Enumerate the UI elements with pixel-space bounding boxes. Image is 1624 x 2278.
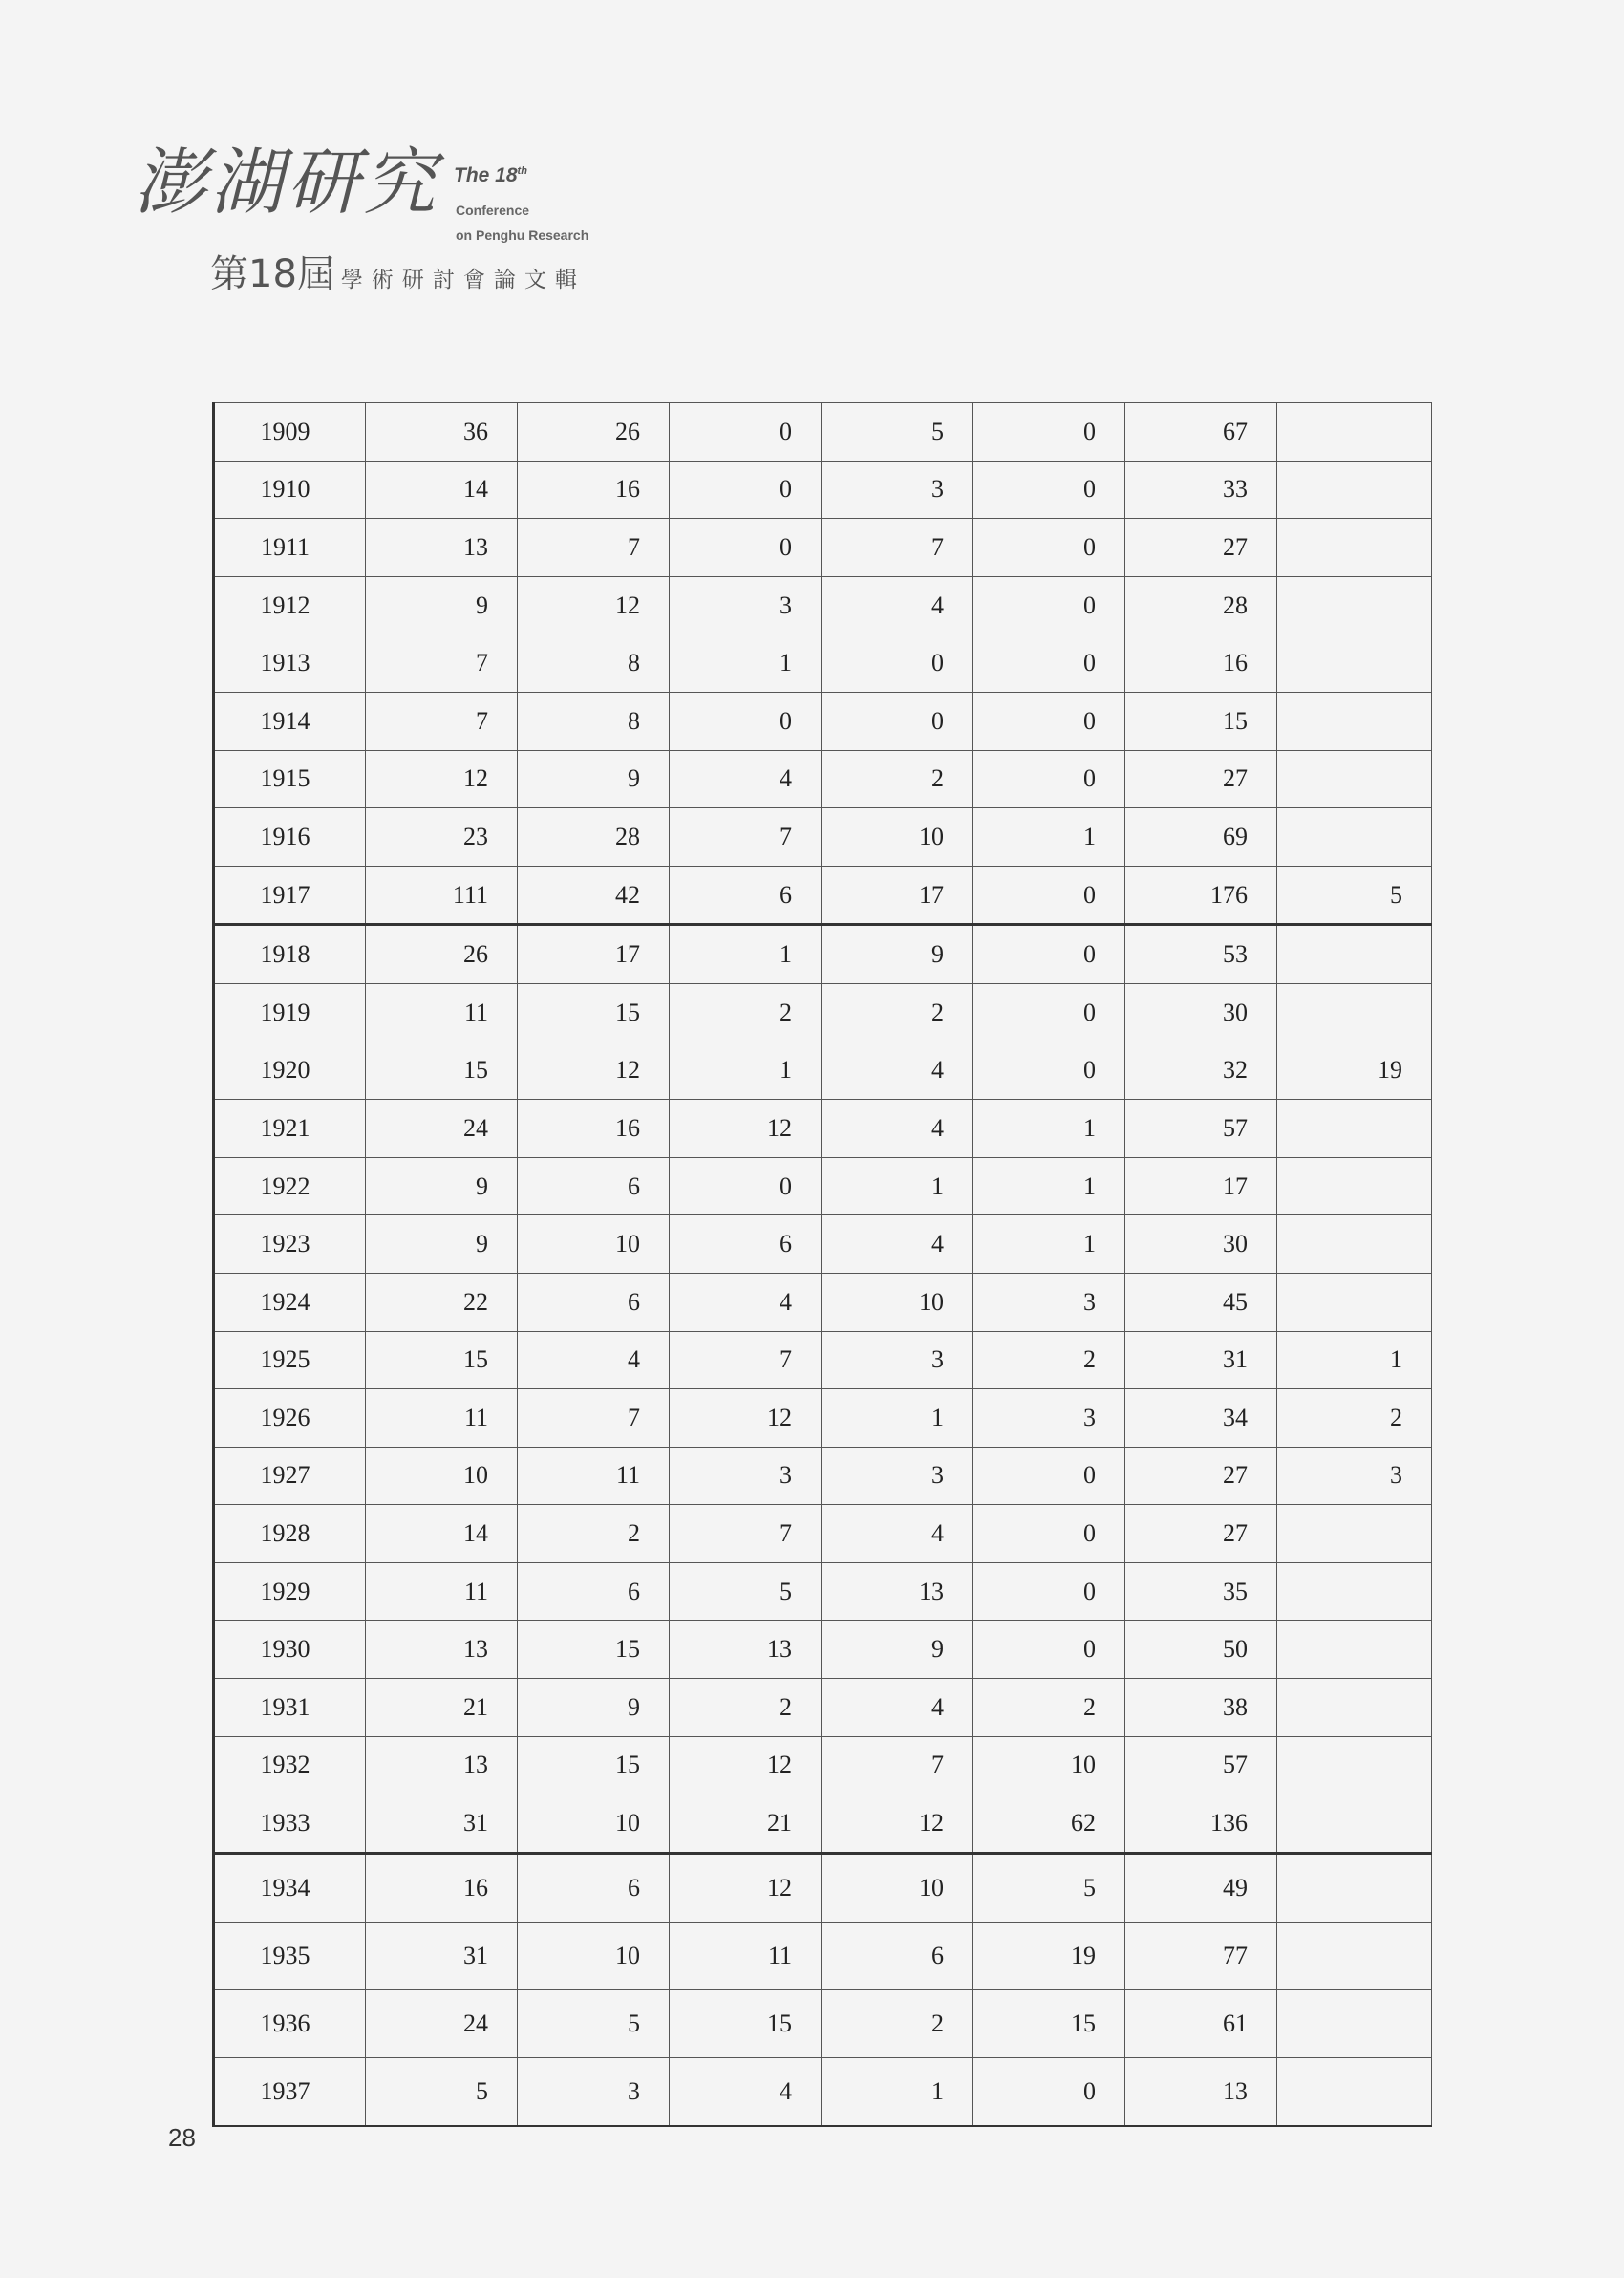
year-cell: 1916 — [214, 808, 366, 867]
value-cell: 4 — [822, 1679, 973, 1737]
value-cell: 16 — [518, 461, 670, 519]
value-cell: 7 — [670, 808, 822, 867]
logo-en-line3: on Penghu Research — [456, 227, 589, 243]
value-cell: 2 — [1277, 1389, 1432, 1448]
table-row — [214, 403, 1432, 462]
value-cell: 1 — [670, 925, 822, 984]
year-cell: 1927 — [214, 1447, 366, 1505]
value-cell: 6 — [670, 1215, 822, 1274]
value-cell: 4 — [822, 1215, 973, 1274]
value-cell: 3 — [670, 1447, 822, 1505]
journal-logo-subtitle — [210, 244, 586, 298]
value-cell: 15 — [518, 1736, 670, 1794]
year-cell: 1923 — [214, 1215, 366, 1274]
value-cell — [1277, 983, 1432, 1042]
year-cell: 1910 — [214, 461, 366, 519]
value-cell: 9 — [366, 576, 518, 634]
value-cell: 24 — [366, 1989, 518, 2057]
value-cell: 6 — [518, 1562, 670, 1621]
value-cell: 2 — [670, 983, 822, 1042]
value-cell — [1277, 1621, 1432, 1679]
year-cell: 1925 — [214, 1331, 366, 1389]
value-cell: 17 — [1125, 1157, 1277, 1215]
value-cell: 31 — [366, 1794, 518, 1854]
value-cell: 27 — [1125, 1505, 1277, 1563]
table-row — [214, 983, 1432, 1042]
value-cell: 12 — [366, 750, 518, 808]
journal-logo-english-title — [454, 164, 527, 187]
table-row — [214, 692, 1432, 750]
value-cell: 12 — [670, 1389, 822, 1448]
value-cell: 6 — [518, 1273, 670, 1331]
journal-logo-title: 澎湖研究 — [134, 140, 439, 225]
year-cell: 1912 — [214, 576, 366, 634]
table-row — [214, 1447, 1432, 1505]
value-cell: 27 — [1125, 750, 1277, 808]
value-cell: 3 — [822, 1447, 973, 1505]
value-cell: 6 — [518, 1853, 670, 1922]
value-cell: 0 — [670, 461, 822, 519]
value-cell: 2 — [822, 750, 973, 808]
value-cell: 0 — [822, 692, 973, 750]
value-cell: 111 — [366, 866, 518, 925]
value-cell: 1 — [822, 2057, 973, 2126]
value-cell: 0 — [973, 750, 1125, 808]
year-cell: 1915 — [214, 750, 366, 808]
value-cell: 15 — [518, 983, 670, 1042]
value-cell: 1 — [973, 1157, 1125, 1215]
value-cell: 0 — [973, 983, 1125, 1042]
value-cell — [1277, 1736, 1432, 1794]
logo-en-line1: The 18 — [454, 164, 518, 186]
value-cell: 4 — [518, 1331, 670, 1389]
table-row — [214, 1989, 1432, 2057]
data-table — [212, 402, 1432, 2127]
value-cell: 10 — [518, 1794, 670, 1854]
value-cell: 6 — [822, 1922, 973, 1989]
logo-en-sup: th — [517, 165, 527, 177]
value-cell: 12 — [518, 576, 670, 634]
value-cell: 2 — [973, 1679, 1125, 1737]
value-cell: 13 — [366, 519, 518, 577]
value-cell: 10 — [518, 1215, 670, 1274]
value-cell: 27 — [1125, 1447, 1277, 1505]
value-cell: 0 — [973, 519, 1125, 577]
year-cell: 1926 — [214, 1389, 366, 1448]
value-cell: 5 — [1277, 866, 1432, 925]
value-cell: 21 — [670, 1794, 822, 1854]
value-cell: 7 — [822, 519, 973, 577]
value-cell: 12 — [822, 1794, 973, 1854]
value-cell: 7 — [670, 1505, 822, 1563]
value-cell: 13 — [822, 1562, 973, 1621]
value-cell: 5 — [518, 1989, 670, 2057]
value-cell: 67 — [1125, 403, 1277, 462]
value-cell: 9 — [366, 1215, 518, 1274]
table-row — [214, 1331, 1432, 1389]
value-cell: 38 — [1125, 1679, 1277, 1737]
value-cell: 3 — [822, 461, 973, 519]
value-cell — [1277, 1794, 1432, 1854]
value-cell: 28 — [1125, 576, 1277, 634]
value-cell: 33 — [1125, 461, 1277, 519]
value-cell: 7 — [366, 634, 518, 693]
table-row — [214, 634, 1432, 693]
table-row — [214, 461, 1432, 519]
value-cell: 24 — [366, 1100, 518, 1158]
value-cell: 11 — [366, 983, 518, 1042]
value-cell: 3 — [670, 576, 822, 634]
value-cell: 13 — [366, 1621, 518, 1679]
value-cell — [1277, 1989, 1432, 2057]
value-cell — [1277, 634, 1432, 693]
value-cell: 16 — [1125, 634, 1277, 693]
table-row — [214, 1794, 1432, 1854]
value-cell: 15 — [518, 1621, 670, 1679]
value-cell: 31 — [1125, 1331, 1277, 1389]
year-cell: 1935 — [214, 1922, 366, 1989]
table-row — [214, 1505, 1432, 1563]
table-body — [214, 403, 1432, 2126]
value-cell — [1277, 1157, 1432, 1215]
value-cell: 2 — [518, 1505, 670, 1563]
value-cell: 8 — [518, 634, 670, 693]
logo-en-line2: Conference — [456, 203, 530, 218]
value-cell: 21 — [366, 1679, 518, 1737]
value-cell: 6 — [518, 1157, 670, 1215]
value-cell: 4 — [670, 2057, 822, 2126]
value-cell: 1 — [1277, 1331, 1432, 1389]
value-cell: 10 — [973, 1736, 1125, 1794]
table-row — [214, 1042, 1432, 1100]
value-cell: 0 — [973, 461, 1125, 519]
value-cell: 0 — [973, 925, 1125, 984]
value-cell: 1 — [973, 1100, 1125, 1158]
value-cell: 1 — [822, 1157, 973, 1215]
year-cell: 1924 — [214, 1273, 366, 1331]
value-cell: 4 — [822, 576, 973, 634]
value-cell — [1277, 576, 1432, 634]
value-cell: 26 — [366, 925, 518, 984]
value-cell: 1 — [973, 808, 1125, 867]
logo-sub-main: 第18屆 — [210, 252, 335, 296]
value-cell — [1277, 925, 1432, 984]
value-cell: 42 — [518, 866, 670, 925]
value-cell: 11 — [518, 1447, 670, 1505]
value-cell: 0 — [973, 692, 1125, 750]
table-row — [214, 1621, 1432, 1679]
value-cell: 53 — [1125, 925, 1277, 984]
value-cell: 7 — [670, 1331, 822, 1389]
value-cell: 69 — [1125, 808, 1277, 867]
value-cell: 9 — [822, 1621, 973, 1679]
value-cell: 10 — [366, 1447, 518, 1505]
value-cell — [1277, 403, 1432, 462]
value-cell — [1277, 750, 1432, 808]
page-number: 28 — [168, 2123, 196, 2152]
value-cell: 14 — [366, 1505, 518, 1563]
value-cell: 9 — [518, 750, 670, 808]
value-cell: 8 — [518, 692, 670, 750]
value-cell: 11 — [366, 1389, 518, 1448]
year-cell: 1913 — [214, 634, 366, 693]
value-cell: 12 — [670, 1100, 822, 1158]
table-row — [214, 1100, 1432, 1158]
table-row — [214, 576, 1432, 634]
journal-header — [134, 115, 669, 306]
table-row — [214, 1736, 1432, 1794]
value-cell: 26 — [518, 403, 670, 462]
year-cell: 1936 — [214, 1989, 366, 2057]
value-cell: 12 — [670, 1853, 822, 1922]
value-cell: 61 — [1125, 1989, 1277, 2057]
table-row — [214, 519, 1432, 577]
value-cell: 176 — [1125, 866, 1277, 925]
year-cell: 1931 — [214, 1679, 366, 1737]
value-cell: 4 — [670, 750, 822, 808]
value-cell — [1277, 461, 1432, 519]
value-cell: 3 — [518, 2057, 670, 2126]
table-row — [214, 1562, 1432, 1621]
logo-sub-small: 學術研討會論文輯 — [340, 268, 586, 292]
value-cell: 34 — [1125, 1389, 1277, 1448]
value-cell: 2 — [822, 983, 973, 1042]
value-cell — [1277, 1100, 1432, 1158]
value-cell: 7 — [518, 519, 670, 577]
value-cell: 14 — [366, 461, 518, 519]
value-cell: 2 — [670, 1679, 822, 1737]
table-row — [214, 1853, 1432, 1922]
value-cell: 19 — [1277, 1042, 1432, 1100]
value-cell: 77 — [1125, 1922, 1277, 1989]
value-cell: 32 — [1125, 1042, 1277, 1100]
value-cell: 9 — [366, 1157, 518, 1215]
value-cell: 0 — [973, 1621, 1125, 1679]
value-cell: 0 — [822, 634, 973, 693]
table-row — [214, 1157, 1432, 1215]
value-cell: 13 — [670, 1621, 822, 1679]
value-cell: 0 — [670, 692, 822, 750]
value-cell: 11 — [670, 1922, 822, 1989]
value-cell: 5 — [670, 1562, 822, 1621]
value-cell: 0 — [670, 1157, 822, 1215]
value-cell — [1277, 1679, 1432, 1737]
year-cell: 1914 — [214, 692, 366, 750]
value-cell: 136 — [1125, 1794, 1277, 1854]
value-cell: 62 — [973, 1794, 1125, 1854]
value-cell: 0 — [973, 866, 1125, 925]
year-cell: 1920 — [214, 1042, 366, 1100]
value-cell — [1277, 808, 1432, 867]
value-cell: 17 — [518, 925, 670, 984]
value-cell: 12 — [518, 1042, 670, 1100]
value-cell: 15 — [366, 1042, 518, 1100]
value-cell: 23 — [366, 808, 518, 867]
value-cell: 16 — [366, 1853, 518, 1922]
year-cell: 1918 — [214, 925, 366, 984]
value-cell: 9 — [518, 1679, 670, 1737]
value-cell: 2 — [973, 1331, 1125, 1389]
year-cell: 1937 — [214, 2057, 366, 2126]
year-cell: 1921 — [214, 1100, 366, 1158]
value-cell — [1277, 1922, 1432, 1989]
value-cell: 4 — [822, 1100, 973, 1158]
value-cell — [1277, 1853, 1432, 1922]
value-cell: 10 — [822, 1853, 973, 1922]
value-cell: 28 — [518, 808, 670, 867]
value-cell: 0 — [973, 634, 1125, 693]
value-cell: 2 — [822, 1989, 973, 2057]
value-cell: 57 — [1125, 1736, 1277, 1794]
year-cell: 1932 — [214, 1736, 366, 1794]
value-cell: 0 — [670, 403, 822, 462]
value-cell: 45 — [1125, 1273, 1277, 1331]
year-cell: 1917 — [214, 866, 366, 925]
value-cell — [1277, 692, 1432, 750]
value-cell: 5 — [822, 403, 973, 462]
value-cell: 3 — [973, 1389, 1125, 1448]
table-row — [214, 1389, 1432, 1448]
value-cell: 49 — [1125, 1853, 1277, 1922]
value-cell — [1277, 2057, 1432, 2126]
value-cell: 15 — [973, 1989, 1125, 2057]
value-cell: 22 — [366, 1273, 518, 1331]
value-cell — [1277, 519, 1432, 577]
value-cell: 17 — [822, 866, 973, 925]
year-cell: 1928 — [214, 1505, 366, 1563]
value-cell: 0 — [973, 576, 1125, 634]
value-cell: 0 — [973, 1562, 1125, 1621]
value-cell: 31 — [366, 1922, 518, 1989]
value-cell: 3 — [1277, 1447, 1432, 1505]
value-cell — [1277, 1505, 1432, 1563]
value-cell: 7 — [822, 1736, 973, 1794]
value-cell: 19 — [973, 1922, 1125, 1989]
value-cell: 4 — [670, 1273, 822, 1331]
value-cell: 0 — [973, 1042, 1125, 1100]
value-cell: 27 — [1125, 519, 1277, 577]
year-cell: 1919 — [214, 983, 366, 1042]
value-cell: 0 — [973, 1447, 1125, 1505]
year-cell: 1922 — [214, 1157, 366, 1215]
value-cell: 1 — [670, 634, 822, 693]
table-row — [214, 750, 1432, 808]
value-cell: 15 — [670, 1989, 822, 2057]
value-cell: 5 — [366, 2057, 518, 2126]
value-cell: 3 — [973, 1273, 1125, 1331]
table-row — [214, 1273, 1432, 1331]
value-cell: 10 — [822, 808, 973, 867]
value-cell: 30 — [1125, 983, 1277, 1042]
value-cell: 36 — [366, 403, 518, 462]
table-row — [214, 1922, 1432, 1989]
value-cell: 0 — [670, 519, 822, 577]
value-cell: 30 — [1125, 1215, 1277, 1274]
value-cell: 4 — [822, 1042, 973, 1100]
value-cell: 1 — [973, 1215, 1125, 1274]
table-row — [214, 925, 1432, 984]
value-cell: 13 — [1125, 2057, 1277, 2126]
value-cell: 5 — [973, 1853, 1125, 1922]
value-cell — [1277, 1562, 1432, 1621]
value-cell — [1277, 1215, 1432, 1274]
value-cell: 11 — [366, 1562, 518, 1621]
value-cell: 50 — [1125, 1621, 1277, 1679]
value-cell: 1 — [670, 1042, 822, 1100]
table-row — [214, 1679, 1432, 1737]
value-cell: 6 — [670, 866, 822, 925]
value-cell: 15 — [1125, 692, 1277, 750]
year-cell: 1909 — [214, 403, 366, 462]
table-row — [214, 866, 1432, 925]
value-cell: 15 — [366, 1331, 518, 1389]
year-cell: 1911 — [214, 519, 366, 577]
value-cell: 9 — [822, 925, 973, 984]
year-cell: 1933 — [214, 1794, 366, 1854]
value-cell — [1277, 1273, 1432, 1331]
value-cell: 0 — [973, 403, 1125, 462]
year-cell: 1929 — [214, 1562, 366, 1621]
value-cell: 0 — [973, 2057, 1125, 2126]
value-cell: 7 — [366, 692, 518, 750]
year-cell: 1930 — [214, 1621, 366, 1679]
value-cell: 10 — [518, 1922, 670, 1989]
value-cell: 7 — [518, 1389, 670, 1448]
value-cell: 35 — [1125, 1562, 1277, 1621]
table-row — [214, 808, 1432, 867]
year-cell: 1934 — [214, 1853, 366, 1922]
value-cell: 1 — [822, 1389, 973, 1448]
value-cell: 4 — [822, 1505, 973, 1563]
value-cell: 10 — [822, 1273, 973, 1331]
value-cell: 13 — [366, 1736, 518, 1794]
value-cell: 12 — [670, 1736, 822, 1794]
value-cell: 16 — [518, 1100, 670, 1158]
table-row — [214, 1215, 1432, 1274]
value-cell: 57 — [1125, 1100, 1277, 1158]
value-cell: 3 — [822, 1331, 973, 1389]
table-row — [214, 2057, 1432, 2126]
value-cell: 0 — [973, 1505, 1125, 1563]
